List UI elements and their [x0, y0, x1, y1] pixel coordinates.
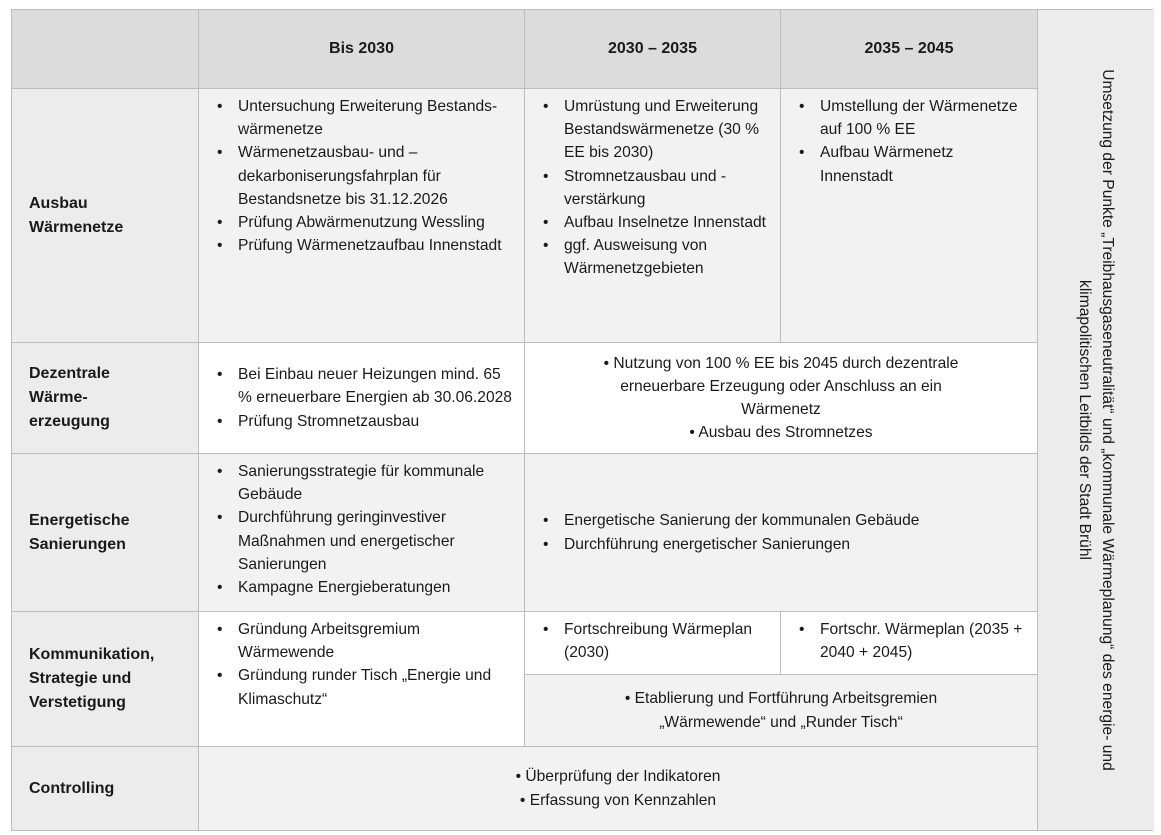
- list-item: • Wärmenetzausbau- und –dekarboniserungsfahrplan für Bestandsnetze bis 31.12.2026: [213, 141, 516, 211]
- cell-sanierung-bis-2030: [199, 454, 525, 612]
- list-item: • Durchführung energetischer Sanierungen: [539, 533, 919, 556]
- list-item: • Durchführung geringinvestiver Maßnahmen und energetischer Sanierungen: [213, 506, 516, 576]
- span-text-line: Wärmenetz: [741, 401, 821, 418]
- row-label-line: Dezentrale: [29, 365, 110, 382]
- cell-dezentral-bis-2030: [199, 343, 525, 454]
- row-label-line: Sanierungen: [29, 535, 126, 553]
- cell-waermenetze-bis-2030: [199, 89, 525, 343]
- header-2030-2035: 2030 – 2035: [525, 10, 781, 89]
- span-text-line: • Erfassung von Kennzahlen: [519, 791, 717, 809]
- list-item: • Umstellung der Wärmenetze auf 100 % EE: [795, 95, 1029, 141]
- span-text-line: „Wärmewende“ und „Runder Tisch“: [659, 713, 903, 731]
- list-item: • Prüfung Abwärmenutzung Wessling: [213, 211, 516, 234]
- list-item: • Fortschreibung Wärmeplan (2030): [539, 618, 772, 664]
- span-text-line: • Überprüfung der Indikatoren: [515, 768, 721, 786]
- span-text-line: • Nutzung von 100 % EE bis 2045 durch dezentrale: [603, 354, 959, 372]
- row-label-line: Ausbau: [29, 194, 88, 212]
- list-item: • Untersuchung Erweiterung Bestands-wärmenetze: [213, 95, 516, 141]
- side-note-text: Umsetzung der Punkte „Treibhausgaseneutralität“ und „kommunale Wärmeplanung“ des energie- und klimapolitischen Leitbilds der Stadt Brühl: [1076, 69, 1116, 771]
- row-label-line: Kommunikation,: [29, 646, 155, 663]
- list-item: • Gründung Arbeitsgremium Wärmewende: [213, 618, 516, 664]
- cell-kommunikation-2030-2035: [525, 612, 781, 675]
- row-label-dezentral: [12, 343, 199, 454]
- list-item: • Aufbau Inselnetze Innenstadt: [539, 211, 772, 234]
- list-item: • Prüfung Stromnetzausbau: [213, 410, 516, 433]
- row-label-line: Energetische: [29, 511, 130, 529]
- list-item: • Aufbau Wärmenetz Innenstadt: [795, 141, 1029, 187]
- header-corner: [12, 10, 199, 89]
- row-label-line: Wärmenetze: [29, 218, 124, 236]
- row-label-waermenetze: [12, 89, 199, 343]
- cell-waermenetze-2030-2035: [525, 89, 781, 343]
- cell-kommunikation-2035-2045: [781, 612, 1038, 675]
- span-text-line: • Etablierung und Fortführung Arbeitsgremien: [624, 690, 938, 708]
- cell-dezentral-2030-2045: [525, 343, 1038, 454]
- cell-kommunikation-bis-2030: [199, 612, 525, 747]
- cell-kommunikation-2030-2045: [525, 675, 1038, 747]
- header-bis-2030: Bis 2030: [199, 10, 525, 89]
- row-label-controlling: Controlling: [12, 747, 199, 830]
- row-label-line: Wärme-: [29, 389, 88, 406]
- row-label-line: erzeugung: [29, 413, 110, 430]
- row-label-kommunikation: [12, 612, 199, 747]
- cell-sanierung-2030-2045: [525, 454, 1038, 612]
- list-item: • Stromnetzausbau und -verstärkung: [539, 165, 772, 211]
- list-item: • Bei Einbau neuer Heizungen mind. 65 % erneuerbare Energien ab 30.06.2028: [213, 363, 516, 409]
- row-label-line: Verstetigung: [29, 694, 126, 711]
- header-2035-2045: 2035 – 2045: [781, 10, 1038, 89]
- list-item: • Kampagne Energieberatungen: [213, 576, 516, 599]
- list-item: • Gründung runder Tisch „Energie und Klimaschutz“: [213, 664, 516, 710]
- list-item: • ggf. Ausweisung von Wärmenetzgebieten: [539, 234, 772, 280]
- roadmap-table: [11, 9, 1153, 831]
- list-item: • Sanierungsstrategie für kommunale Gebäude: [213, 460, 516, 506]
- cell-waermenetze-2035-2045: [781, 89, 1038, 343]
- row-label-sanierung: [12, 454, 199, 612]
- row-label-line: Strategie und: [29, 670, 132, 687]
- side-note-column: [1038, 10, 1154, 830]
- span-text-line: erneuerbare Erzeugung oder Anschluss an ein: [620, 377, 942, 395]
- list-item: • Fortschr. Wärmeplan (2035 + 2040 + 2045): [795, 618, 1029, 664]
- list-item: • Energetische Sanierung der kommunalen Gebäude: [539, 509, 919, 532]
- list-item: • Prüfung Wärmenetzaufbau Innenstadt: [213, 234, 516, 257]
- cell-controlling: [199, 747, 1038, 830]
- list-item: • Umrüstung und Erweiterung Bestandswärmenetze (30 % EE bis 2030): [539, 95, 772, 165]
- span-text-line: • Ausbau des Stromnetzes: [689, 424, 873, 442]
